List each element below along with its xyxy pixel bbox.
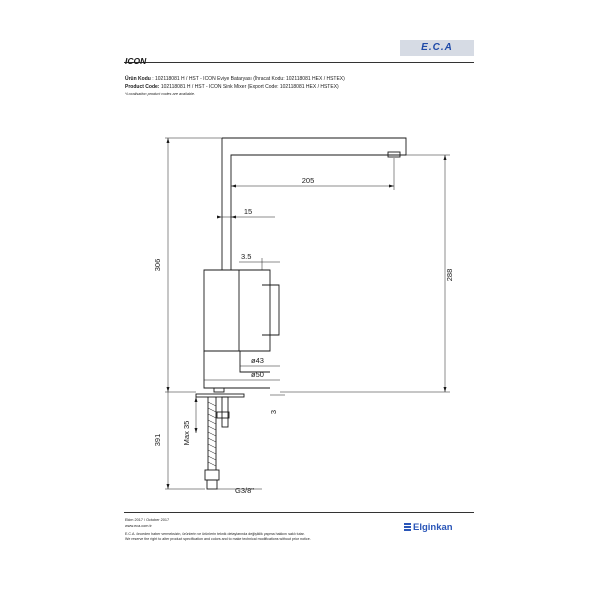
elginkan-mark-icon [404, 523, 411, 531]
product-code-en-label: Product Code: [125, 84, 160, 90]
mixer-body [204, 270, 270, 351]
hose-fitting [205, 470, 219, 480]
elginkan-logo [404, 522, 453, 533]
mixer-handle [262, 285, 279, 335]
localisation-note: *Localisation product codes are available. [125, 92, 196, 96]
hose-braid [208, 402, 216, 466]
dim-288: 288 [445, 268, 454, 282]
footer-date: Ekim 2017 / October 2017 [125, 518, 170, 522]
footer-rule [124, 512, 474, 513]
dim-d43: ø43 [251, 356, 264, 365]
aerator-tip [388, 152, 400, 157]
dim-15: 15 [243, 207, 253, 216]
flex-hose [208, 397, 216, 470]
dim-thread: G3/8" [235, 486, 254, 495]
dim-306: 306 [153, 258, 162, 272]
footer-notice-tr: E.C.A. önceden haber vermeksizin, ürünlerin ve ürünlerin teknik detaylarında değişiklik yapma hakkını saklı tutar. [125, 532, 305, 536]
footer-website[interactable]: www.eca.com.tr [125, 524, 152, 528]
base-washer [214, 388, 224, 392]
eca-logo-text: E.C.A [421, 42, 453, 53]
product-code-tr-label: Ürün Kodu [125, 76, 151, 82]
hose-thread [207, 480, 217, 489]
dim-d50: ø50 [251, 370, 264, 379]
spout-outline [222, 138, 406, 270]
product-code-en-text: 102118081 H / HST - ICON Sink Mixer (Export Code: 102118081 HEX / HSTEX) [160, 84, 339, 90]
dim-3: 3 [269, 409, 278, 415]
elginkan-logo-text: Elginkan [413, 522, 453, 533]
dim-205: 205 [301, 176, 315, 185]
dim-3-5: 3.5 [241, 252, 252, 261]
counter-plate [196, 394, 244, 397]
product-code-tr-text: : 102118081 H / HST - ICON Eviye Bataryası (İhracat Kodu: 102118081 HEX / HSTEX) [152, 76, 345, 82]
product-title: ICON [125, 56, 147, 66]
dim-max35: Max 35 [182, 420, 191, 446]
footer-notice-en: We reserve the right to alter product specification and colors and to make technical modifications without prior notice. [125, 537, 311, 541]
mounting-nut [217, 412, 229, 418]
dim-391: 391 [153, 433, 162, 447]
